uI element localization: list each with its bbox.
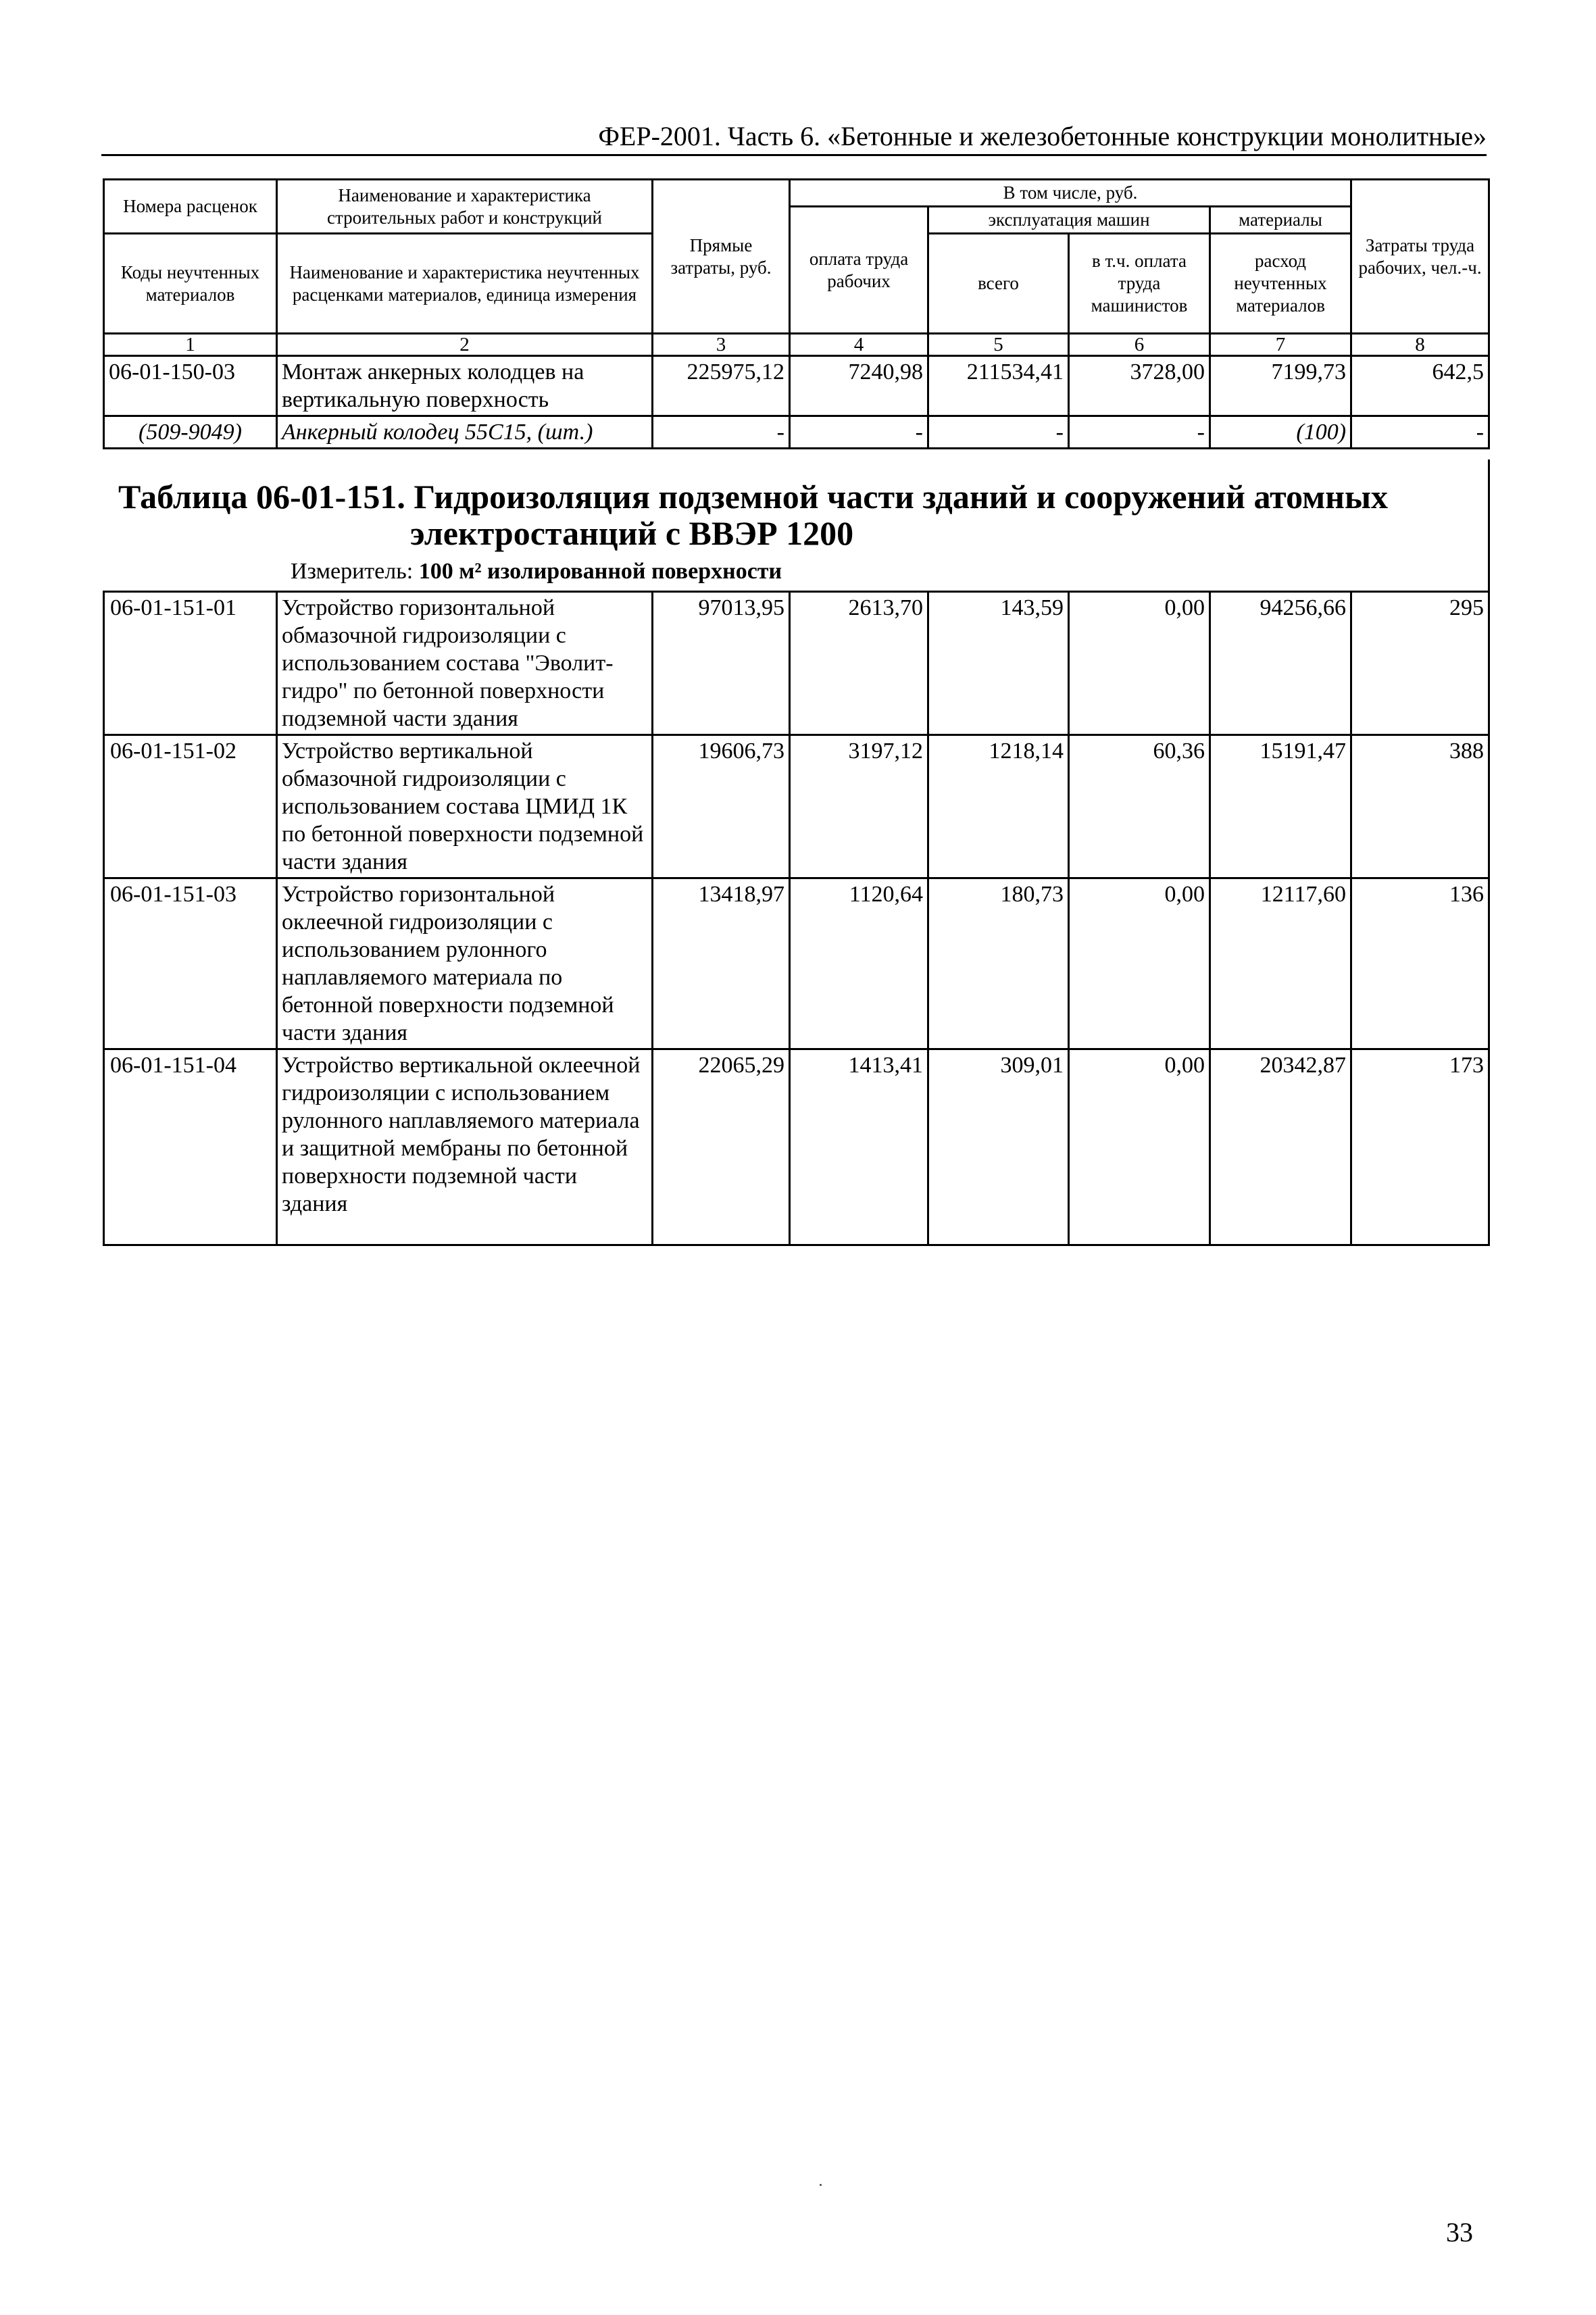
column-number: 1 <box>104 334 277 356</box>
col4-header: оплата труда рабочих <box>790 207 928 334</box>
col2-header-top: Наименование и характеристика строительных работ и конструкций <box>277 180 653 234</box>
col8-header: Затраты труда рабочих, чел.-ч. <box>1351 180 1489 334</box>
row-materials: 20342,87 <box>1210 1049 1351 1245</box>
column-number: 3 <box>653 334 790 356</box>
row-name: Устройство вертикальной обмазочной гидроизоляции с использованием состава ЦМИД 1К по бетонной поверхности подземной части здания <box>277 735 653 878</box>
row-name: Устройство горизонтальной оклеечной гидроизоляции с использованием рулонного наплавляемого материала по бетонной поверхности подземной части здания <box>277 878 653 1049</box>
group-header-materials: материалы <box>1210 207 1351 234</box>
row-direct: 13418,97 <box>653 878 790 1049</box>
header-table <box>103 178 1490 449</box>
row-materials: 94256,66 <box>1210 592 1351 735</box>
row-name: Устройство вертикальной оклеечной гидроизоляции с использованием рулонного наплавляемого материала и защитной мембраны по бетонной поверхности подземной части здания <box>277 1049 653 1245</box>
column-number: 2 <box>277 334 653 356</box>
first-entry-machinists: 3728,00 <box>1069 356 1210 416</box>
row-hours: 295 <box>1351 592 1489 735</box>
material-dash: - <box>1351 416 1489 449</box>
row-machinists: 0,00 <box>1069 1049 1210 1245</box>
measure-line <box>291 558 782 585</box>
row-materials: 15191,47 <box>1210 735 1351 878</box>
column-number: 7 <box>1210 334 1351 356</box>
header-rule <box>101 154 1487 156</box>
first-entry-hours: 642,5 <box>1351 356 1489 416</box>
group-header-machines: эксплуатация машин <box>928 207 1210 234</box>
row-labor: 1120,64 <box>790 878 928 1049</box>
row-machines: 180,73 <box>928 878 1069 1049</box>
row-direct: 19606,73 <box>653 735 790 878</box>
material-dash: - <box>653 416 790 449</box>
row-hours: 173 <box>1351 1049 1489 1245</box>
first-entry-materials: 7199,73 <box>1210 356 1351 416</box>
material-dash: - <box>790 416 928 449</box>
col5-header: всего <box>928 234 1069 334</box>
first-entry-labor: 7240,98 <box>790 356 928 416</box>
row-hours: 388 <box>1351 735 1489 878</box>
rates-table <box>103 591 1490 1246</box>
row-machines: 1218,14 <box>928 735 1069 878</box>
material-code: (509-9049) <box>104 416 277 449</box>
row-name: Устройство горизонтальной обмазочной гидроизоляции с использованием состава "Эволит-гидро" по бетонной поверхности подземной части здания <box>277 592 653 735</box>
column-number: 5 <box>928 334 1069 356</box>
table-row <box>104 1049 1489 1245</box>
row-code: 06-01-151-02 <box>104 735 277 878</box>
scan-speck <box>820 2184 822 2186</box>
first-entry-code: 06-01-150-03 <box>104 356 277 416</box>
row-machines: 309,01 <box>928 1049 1069 1245</box>
row-direct: 22065,29 <box>653 1049 790 1245</box>
row-code: 06-01-151-04 <box>104 1049 277 1245</box>
group-header-main: В том числе, руб. <box>790 180 1351 207</box>
table-row <box>104 878 1489 1049</box>
row-code: 06-01-151-01 <box>104 592 277 735</box>
column-number: 8 <box>1351 334 1489 356</box>
row-materials: 12117,60 <box>1210 878 1351 1049</box>
column-number: 4 <box>790 334 928 356</box>
material-name: Анкерный колодец 55С15, (шт.) <box>277 416 653 449</box>
row-direct: 97013,95 <box>653 592 790 735</box>
section-title <box>118 478 1476 551</box>
row-code: 06-01-151-03 <box>104 878 277 1049</box>
page-number: 33 <box>1446 2217 1473 2247</box>
row-machines: 143,59 <box>928 592 1069 735</box>
first-entry-name: Монтаж анкерных колодцев на вертикальную поверхность <box>277 356 653 416</box>
row-machinists: 60,36 <box>1069 735 1210 878</box>
row-machinists: 0,00 <box>1069 878 1210 1049</box>
table-row <box>104 735 1489 878</box>
col2-header-bottom: Наименование и характеристика неучтенных расценками материалов, единица измерения <box>277 234 653 334</box>
col1-header-bottom: Коды неучтенных материалов <box>104 234 277 334</box>
material-dash: - <box>928 416 1069 449</box>
row-labor: 2613,70 <box>790 592 928 735</box>
section-title-line2: электростанций с ВВЭР 1200 <box>410 514 854 552</box>
first-entry-machines: 211534,41 <box>928 356 1069 416</box>
section-title-line1: Таблица 06-01-151. Гидроизоляция подземной части зданий и сооружений атомных <box>118 478 1389 516</box>
col1-header-top: Номера расценок <box>104 180 277 234</box>
row-labor: 3197,12 <box>790 735 928 878</box>
col7-header: расход неучтенных материалов <box>1210 234 1351 334</box>
first-entry-direct: 225975,12 <box>653 356 790 416</box>
measure-label: Измеритель: <box>291 559 414 584</box>
col3-header: Прямые затраты, руб. <box>653 180 790 334</box>
section-border-right <box>1488 459 1490 591</box>
material-dash: - <box>1069 416 1210 449</box>
measure-value: 100 м² изолированной поверхности <box>418 559 782 584</box>
column-number: 6 <box>1069 334 1210 356</box>
row-labor: 1413,41 <box>790 1049 928 1245</box>
page-header-title: ФЕР-2001. Часть 6. «Бетонные и железобетонные конструкции монолитные» <box>598 121 1487 151</box>
table-row <box>104 592 1489 735</box>
row-machinists: 0,00 <box>1069 592 1210 735</box>
col6-header: в т.ч. оплата труда машинистов <box>1069 234 1210 334</box>
material-quantity: (100) <box>1210 416 1351 449</box>
row-hours: 136 <box>1351 878 1489 1049</box>
